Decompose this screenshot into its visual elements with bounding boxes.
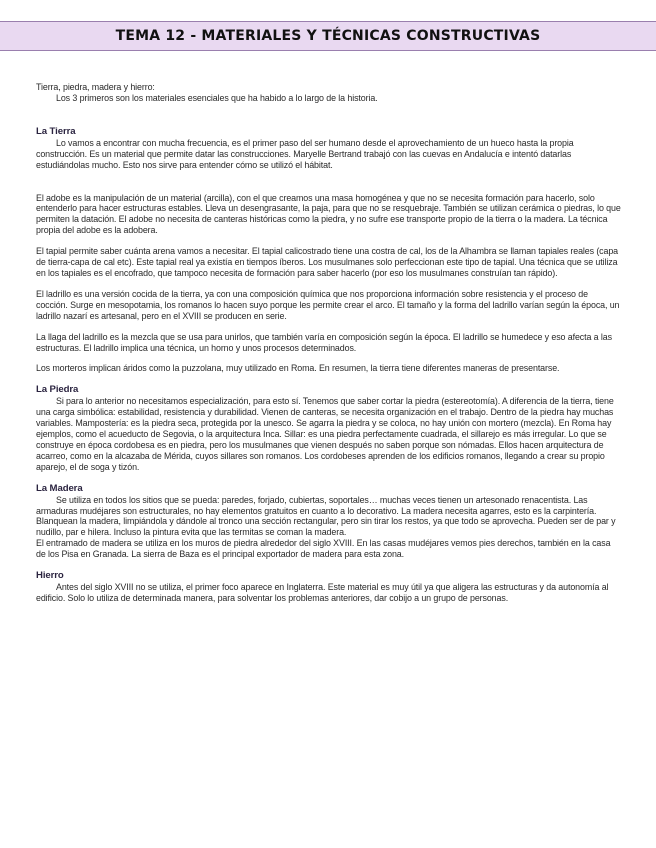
page-title: TEMA 12 - MATERIALES Y TÉCNICAS CONSTRUCTIVAS	[115, 28, 541, 44]
hierro-paragraph: Antes del siglo XVIII no se utiliza, el primer foco aparece en Inglaterra. Este material es muy útil ya que aligera las estructuras y da autonomía al edificio. Solo lo utiliza de determinada manera, para solventar los problemas anteriores, dar cobijo a un grupo de personas.	[36, 582, 609, 603]
tierra-paragraph-tapial: El tapial permite saber cuánta arena vamos a necesitar. El tapial calicostrado tiene una costra de cal, los de la Alhambra se llaman tapiales reales (capa de tierra-capa de cal etc). Este tapial real ya existía en tiempos íberos. Los musulmanes solo perfeccionan este tipo de tapial. Una técnica que se utiliza en los tapiales es el encofrado, que tampoco necesita de formación para saber hacerlo (por eso los musulmanes construían tan rápido).	[36, 246, 619, 278]
section-heading-tierra: La Tierra	[36, 125, 76, 137]
piedra-paragraph: Si para lo anterior no necesitamos especialización, para esto sí. Tenemos que saber cortar la piedra (estereotomía). A diferencia de la tierra, tiene una carga simbólica: estabilidad, resistencia y durabilidad. Vienen de canteras, se necesita organización en el trabajo. Dentro de la piedra hay muchas variables. Mampostería: es la piedra seca, protegida por la unesco. Se agarra la piedra y se coloca, no hay unión con mortero (mezcla). En Roma hay ejemplos, como el acueducto de Segovia, o la arquitectura Inca. Sillar: es una piedra perfectamente cuadrada, el sillarejo es más irregular. Lo que se construye en época cordobesa es en piedra, pero los musulmanes que vienen después no saben porque son nómadas. Ellos hacen arquitectura de acarreo, como en la alcazaba de Mérida, cuyos sillares son romanos. Los cordobeses aprenden de los edificios romanos, llegando a crear su propio aparejo, el de soga y tizón.	[36, 396, 614, 472]
tierra-paragraph-llaga: La llaga del ladrillo es la mezcla que se usa para unirlos, que también varía en composición según la época. El ladrillo se humedece y eso afecta a las estructuras. El ladrillo implica una técnica, un horno y unos procesos determinados.	[36, 331, 612, 353]
section-heading-piedra: La Piedra	[36, 384, 79, 396]
title-band	[0, 21, 656, 51]
tierra-paragraph-ladrillo: El ladrillo es una versión cocida de la tierra, ya con una composición química que nos proporciona información sobre resistencia y el proceso de cocción. Surge en mesopotamia, los romanos lo hacen suyo porque les permite crear el arco. El tamaño y la forma del ladrillo varían según la época, un ladrillo nazarí es artesanal, pero en el XVIII se producen en serie.	[36, 288, 620, 321]
tierra-paragraph-adobe: El adobe es la manipulación de un material (arcilla), con el que creamos una masa homogénea y que no se necesita formación para hacerlo, solo entenderlo para hacer estructuras estables. Lleva un desengrasante, la paja, para que no se resquebraje. También se utilizan cerámica o piedras, lo que permiten la datación. El adobe no necesita de canteras históricas como la piedra, y no sufre ese transporte propio de la tierra o la madera. La técnica propia del adobe es la adobera.	[36, 192, 621, 236]
section-heading-madera: La Madera	[36, 482, 83, 494]
intro-line: Tierra, piedra, madera y hierro:	[36, 82, 155, 92]
tierra-paragraph-1: Lo vamos a encontrar con mucha frecuencia, es el primer paso del ser humano desde el aprovechamiento de un hueco hasta la propia construcción. Es un material que permite datar las construcciones. Maryelle Bertrand trabajó con las cuevas en Andalucía e intentó datarlas estudiándolas mucho. Esto nos sirve para entender cómo se utilizó el hábitat.	[36, 137, 574, 170]
madera-paragraph-1: Se utiliza en todos los sitios que se pueda: paredes, forjado, cubiertas, soportales… muchas veces tienen un artesonado renacentista. Las armaduras mudéjares son estructurales, no hay elementos gratuitos en cuanto a lo decorativo. La madera necesita agarres, esto es la carpintería. Blanquean la madera, limpiándola y dándole al tronco una sección rectangular, pero sin tirar los restos, ya que todo se aprovecha. Pueden ser de par y nudillo, par e hilera. Incluso la pintura evita que las termitas se coman la madera.	[36, 494, 616, 538]
madera-paragraph-2: El entramado de madera se utiliza en los muros de piedra alrededor del siglo XVIII. En las casas mudéjares vemos pies derechos, también en la casa de los Pisa en Granada. La sierra de Baza es el principal exportador de madera para esta zona.	[36, 538, 611, 560]
document-body	[36, 82, 621, 604]
intro-paragraph: Los 3 primeros son los materiales esenciales que ha habido a lo largo de la historia.	[56, 92, 378, 103]
tierra-paragraph-morteros: Los morteros implican áridos como la puzzolana, muy utilizado en Roma. En resumen, la tierra tiene diferentes maneras de presentarse.	[36, 363, 560, 374]
section-heading-hierro: Hierro	[36, 570, 64, 582]
